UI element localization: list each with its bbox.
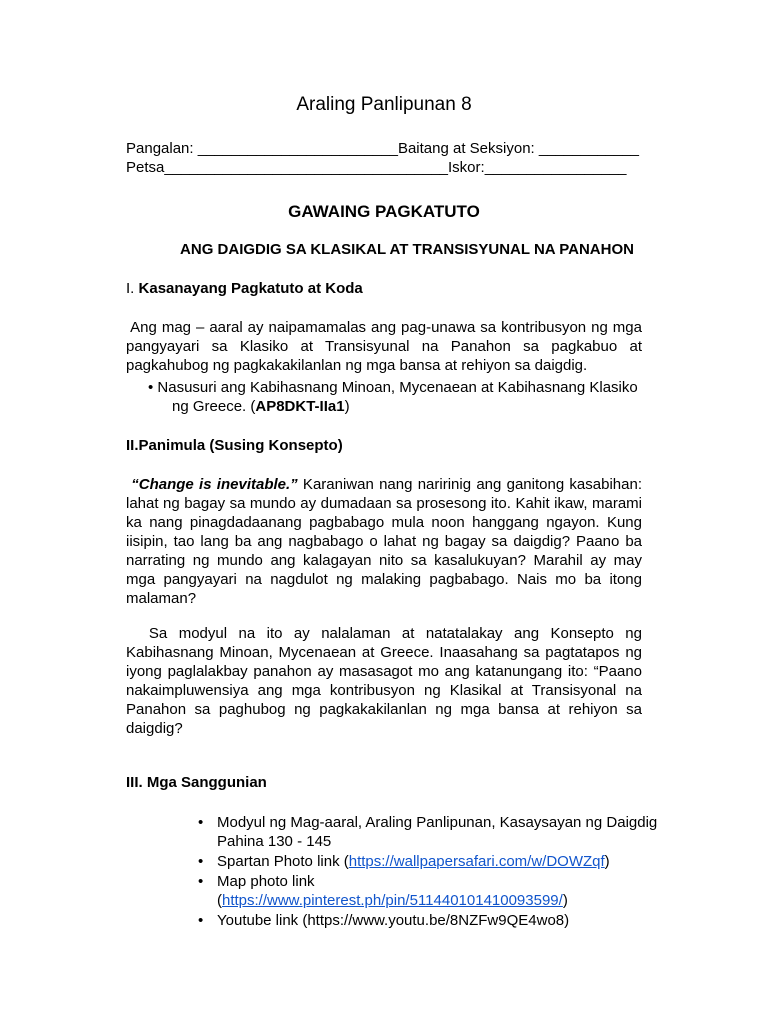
- paragraph-line: mga pangyayari na nagdulot ng malaking pagbabago. Nais mo ba itong: [126, 571, 642, 588]
- competency-line-1: • Nasusuri ang Kabihasnang Minoan, Mycenaean at Kabihasnang Klasiko: [148, 379, 638, 396]
- reference-item-1-line-2: Pahina 130 - 145: [217, 833, 332, 850]
- score-blank: _________________: [484, 159, 627, 176]
- sub-heading: ANG DAIGDIG SA KLASIKAL AT TRANSISYUNAL NA PANAHON: [180, 241, 634, 258]
- document-title: Araling Panlipunan 8: [296, 94, 472, 115]
- reference-item-3-open: (: [217, 892, 222, 909]
- section-2-title: Panimula (Susing Konsepto): [138, 437, 343, 454]
- date-score-row: [126, 159, 627, 177]
- reference-item-2: [217, 852, 610, 871]
- section-1-paragraph: [126, 318, 642, 375]
- name-blank: ________________________: [197, 140, 398, 157]
- main-heading: GAWAING PAGKATUTO: [288, 202, 480, 221]
- paragraph-line: ka nang pinagdadaanang pagbabago mula noon hanggang ngayon. Kung: [126, 514, 642, 531]
- date-blank: __________________________________: [164, 159, 448, 176]
- competency-bullet-continued: [172, 397, 350, 416]
- name-grade-row: [126, 140, 639, 158]
- paragraph-line: Panahon sa paghubog ng pagkakakilanlan ng mga bansa at rehiyon sa: [126, 701, 642, 718]
- paragraph-line: lahat ng bagay sa mundo ay dumadaan sa prosesong ito. Kahit ikaw, marami: [126, 495, 642, 512]
- reference-bullet: •: [198, 853, 204, 870]
- paragraph-line: Ang mag – aaral ay naipamamalas ang pag-unawa sa kontribusyon ng mga: [126, 319, 642, 336]
- map-photo-link[interactable]: https://www.pinterest.ph/pin/511440101410093599/: [222, 892, 563, 909]
- paragraph-line: [126, 475, 642, 494]
- paragraph-line: malaman?: [126, 590, 197, 607]
- section-3-heading: III. Mga Sanggunian: [126, 774, 267, 791]
- reference-bullet: •: [198, 814, 204, 831]
- reference-item-3-line-1: Map photo link: [217, 873, 315, 890]
- paragraph-line: pangyayari sa Klasiko at Transisyunal na Panahon sa pagkabuo at: [126, 338, 642, 355]
- competency-line-2: ng Greece. (: [172, 398, 256, 415]
- paragraph-line: pagkahubog ng pagkakakilanlan ng mga bansa at rehiyon sa daigdig.: [126, 357, 588, 374]
- reference-item-3-close: ): [562, 892, 568, 909]
- competency-close: ): [344, 398, 350, 415]
- grade-section-blank: ____________: [538, 140, 639, 157]
- section-1-number: I.: [126, 280, 135, 297]
- competency-bullet: [148, 378, 638, 397]
- score-label: Iskor:: [448, 159, 485, 176]
- name-label: Pangalan:: [126, 140, 194, 157]
- reference-item-2-close: ): [604, 853, 610, 870]
- paragraph-line: Kabihasnang Minoan, Mycenaean at Greece. Inaasahang sa pagtatapos ng: [126, 644, 642, 661]
- date-label: Petsa: [126, 159, 165, 176]
- paragraph-line: Sa modyul na ito ay nalalaman at natatalakay ang Konsepto ng: [126, 625, 642, 642]
- spartan-photo-link[interactable]: https://wallpapersafari.com/w/DOWZqf: [348, 853, 605, 870]
- paragraph-line: iyong paglalakbay panahon ay masasagot mo ang katanungang ito: “Paano: [126, 663, 642, 680]
- paragraph-line: daigdig?: [126, 720, 183, 737]
- paragraph-line: nakaimpluwensiya ang mga kontribusyon ng Klasikal at Transisyonal na: [126, 682, 642, 699]
- paragraph-line: iisipin, tao lang ba ang nagbabago o lahat ng bagay sa daigdig? Paano ba: [126, 533, 642, 550]
- section-2-heading: [126, 437, 343, 455]
- section-2-paragraph-2: [126, 624, 642, 738]
- section-1-heading: [126, 280, 363, 298]
- section-1-title: Kasanayang Pagkatuto at Koda: [138, 280, 363, 297]
- competency-code: AP8DKT-IIa1: [255, 398, 345, 415]
- quote-rest: Karaniwan nang naririnig ang ganitong kasabihan:: [297, 476, 642, 493]
- grade-section-label: Baitang at Seksiyon:: [397, 140, 535, 157]
- reference-item-2-label: Spartan Photo link (: [217, 853, 349, 870]
- section-2-paragraph-1: [126, 475, 642, 608]
- paragraph-line: narrating ng mundo ang kalagayan nito sa kasalukuyan? Marahil ay may: [126, 552, 642, 569]
- section-2-number: II.: [126, 437, 139, 454]
- reference-item-1-line-1: Modyul ng Mag-aaral, Araling Panlipunan, Kasaysayan ng Daigdig: [217, 814, 658, 831]
- quote: “Change is inevitable.”: [131, 476, 298, 493]
- reference-bullet: •: [198, 912, 204, 929]
- reference-item-3-line-2: [217, 891, 568, 910]
- reference-item-4: Youtube link (https://www.youtu.be/8NZFw9QE4wo8): [217, 912, 570, 929]
- reference-bullet: •: [198, 873, 204, 890]
